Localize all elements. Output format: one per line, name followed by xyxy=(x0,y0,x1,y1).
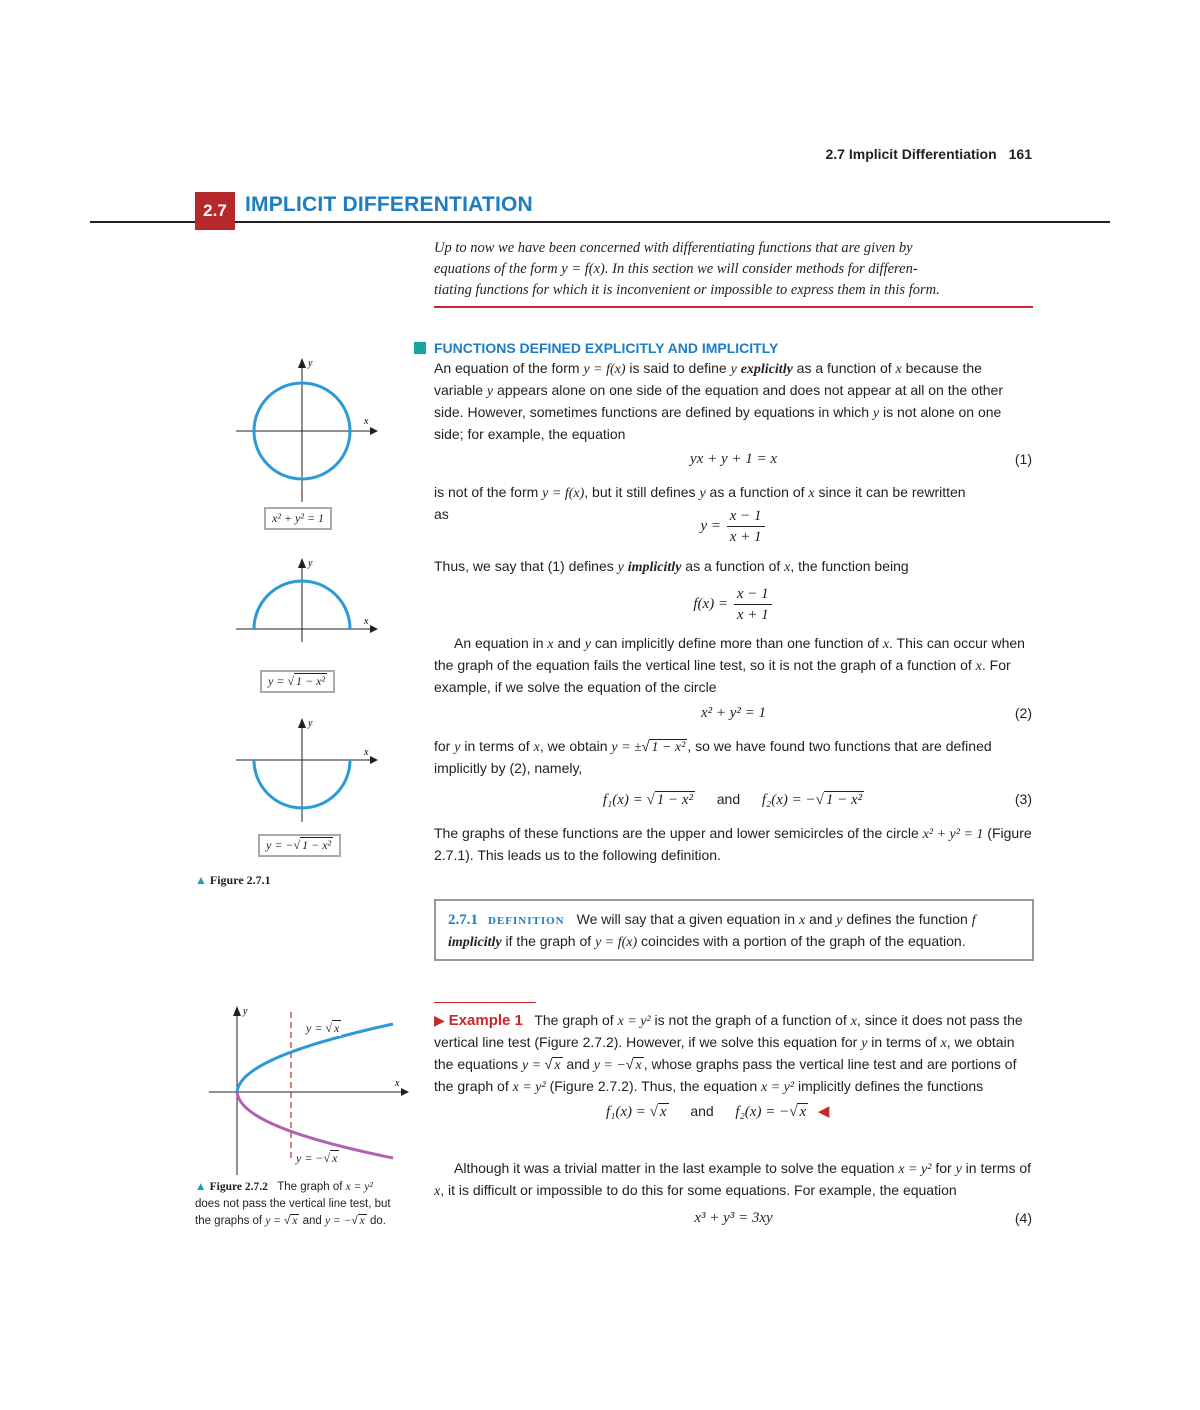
equation-number: (4) xyxy=(1014,1210,1032,1226)
paragraph-multiple-functions: An equation in x and y can implicitly define more than one function of x. This can occur when the graph of the equation fails the vertical line test, so it is not the graph of a function of x. For example, if we solve the equation of the circle xyxy=(434,635,1025,695)
intro-line: Up to now we have been concerned with differentiating functions that are given by xyxy=(434,240,913,256)
y-axis-arrow-icon xyxy=(298,718,306,728)
figure-label-lower-root: y = −√ x xyxy=(296,1151,338,1165)
equation-2: x² + y² = 1 xyxy=(700,705,767,721)
example-end-icon: ◀ xyxy=(817,1104,830,1120)
paragraph-implicit: Thus, we say that (1) defines y implicitly as a function of x, the function being xyxy=(434,558,909,575)
x-axis-label: x xyxy=(364,616,369,627)
y-axis-arrow-icon xyxy=(298,558,306,568)
figure-lower-semicircle xyxy=(230,712,380,822)
equation-y-fraction: y = $\frac{x - 1}{x + 1}$ xyxy=(434,506,1033,547)
definition-box xyxy=(434,899,1034,961)
paragraph-semicircles: The graphs of these functions are the upper and lower semicircles of the circle x² + y² = 1 (Figure 2.7.1). This leads us to the following definition. xyxy=(434,825,1032,863)
page-number: 161 xyxy=(1008,146,1032,162)
equation-number: (1) xyxy=(1014,451,1032,467)
running-header xyxy=(780,146,1032,162)
intro-paragraph xyxy=(434,238,1034,301)
paragraph-rewrite: is not of the form y = f(x), but it still defines y as a function of x since it can be rewritten as xyxy=(434,484,966,522)
y-axis-label: y xyxy=(308,558,313,569)
y-axis-label: y xyxy=(308,718,313,729)
y-axis-arrow-icon xyxy=(298,358,306,368)
definition-number: 2.7.1 xyxy=(448,912,478,928)
x-axis-arrow-icon xyxy=(370,756,378,764)
definition-label: DEFINITION xyxy=(488,915,565,927)
intro-rule xyxy=(434,306,1033,308)
figure-label-upper: y = √ 1 − x² xyxy=(260,670,335,693)
figure-label-circle: x² + y² = 1 xyxy=(264,507,332,530)
figure-label-lower: y = −√ 1 − x² xyxy=(258,834,341,857)
paragraph-difficult: Although it was a trivial matter in the last example to solve the equation x = y² for y in terms of x, it is difficult or impossible to do this for some equations. For example, the equation xyxy=(434,1160,1032,1199)
equation-number: (3) xyxy=(1014,791,1032,807)
figure-upper-semicircle xyxy=(230,552,380,642)
example-1: ▶ Example 1 The graph of x = y² is not the graph of a function of x, since it does not pass the vertical line test (Figure 2.7.2). However, if we solve this equation for y in terms of x, we obtain the equations y = √ x and y = −√ x , whose graphs pass the vertical line test and are portions of the graph of x = y² (Figure 2.7.2). Thus, the equation x = y² implicitly defines the functions xyxy=(434,1012,1023,1095)
equation-number: (2) xyxy=(1014,705,1032,721)
y-axis-label: y xyxy=(243,1006,248,1017)
x-axis-arrow-icon xyxy=(370,625,378,633)
y-axis-arrow-icon xyxy=(233,1006,241,1016)
section-title: IMPLICIT DIFFERENTIATION xyxy=(245,193,533,216)
x-axis-label: x xyxy=(395,1078,400,1089)
example-rule xyxy=(434,1002,536,1003)
x-axis-arrow-icon xyxy=(401,1088,409,1096)
section-number-badge: 2.7 xyxy=(195,192,235,230)
paragraph-explicit: An equation of the form y = f(x) is said to define y explicitly as a function of x because the variable y appears alone on one side of the equation and does not appear at all on the other side. However, sometimes functions are defined by equations in which y is not alone on one side; for example, the equation xyxy=(434,360,1003,442)
subsection-square-icon xyxy=(414,342,426,354)
definition-text: 2.7.1 DEFINITION We will say that a given equation in x and y defines the function f implicitly if the graph of y = f(x) coincides with a portion of the graph of the equation. xyxy=(448,911,976,950)
equation-1: yx + y + 1 = x xyxy=(690,451,777,467)
figure-2-7-1-caption: ▲ Figure 2.7.1 xyxy=(195,873,271,887)
figure-2-7-2-caption: ▲ Figure 2.7.2 The graph of x = y² does not pass the vertical line test, but the graphs of y = √ x and y = −√ x do. xyxy=(195,1181,391,1227)
caption-triangle-icon: ▲ xyxy=(195,873,207,887)
intro-line: equations of the form y = f(x). In this section we will consider methods for differen- xyxy=(434,261,918,277)
example-equation: f₁(x) = √ x and f₂(x) = −√ x ◀ xyxy=(606,1103,830,1120)
figure-label-upper-root: y = √ x xyxy=(306,1021,340,1035)
x-axis-arrow-icon xyxy=(370,427,378,435)
x-axis-label: x xyxy=(364,747,369,758)
section-rule xyxy=(90,221,1110,223)
x-axis-label: x xyxy=(364,416,369,427)
running-title: 2.7 Implicit Differentiation xyxy=(825,146,997,162)
upper-semicircle-graph xyxy=(230,552,380,642)
equation-f-fraction: f(x) = $\frac{x - 1}{x + 1}$ xyxy=(434,584,1033,625)
circle-graph xyxy=(230,352,380,502)
intro-line: tiating functions for which it is inconvenient or impossible to express them in this form. xyxy=(434,282,940,298)
equation-3: f₁(x) = √ 1 − x² and f₂(x) = −√ 1 − x² xyxy=(602,791,863,808)
figure-circle xyxy=(230,352,380,502)
example-triangle-icon: ▶ xyxy=(434,1012,445,1028)
equation-4: x³ + y³ = 3xy xyxy=(694,1210,773,1226)
lower-semicircle-graph xyxy=(230,712,380,822)
paragraph-solve-circle: for y in terms of x, we obtain y = ±√ 1 − x² , so we have found two functions that are defined implicitly by (2), namely, xyxy=(434,738,992,776)
caption-triangle-icon: ▲ xyxy=(195,1181,207,1193)
lower-parabola-curve xyxy=(237,1092,393,1158)
example-label: Example 1 xyxy=(448,1012,523,1029)
subsection-title: FUNCTIONS DEFINED EXPLICITLY AND IMPLICITLY xyxy=(434,340,779,356)
y-axis-label: y xyxy=(308,358,313,369)
